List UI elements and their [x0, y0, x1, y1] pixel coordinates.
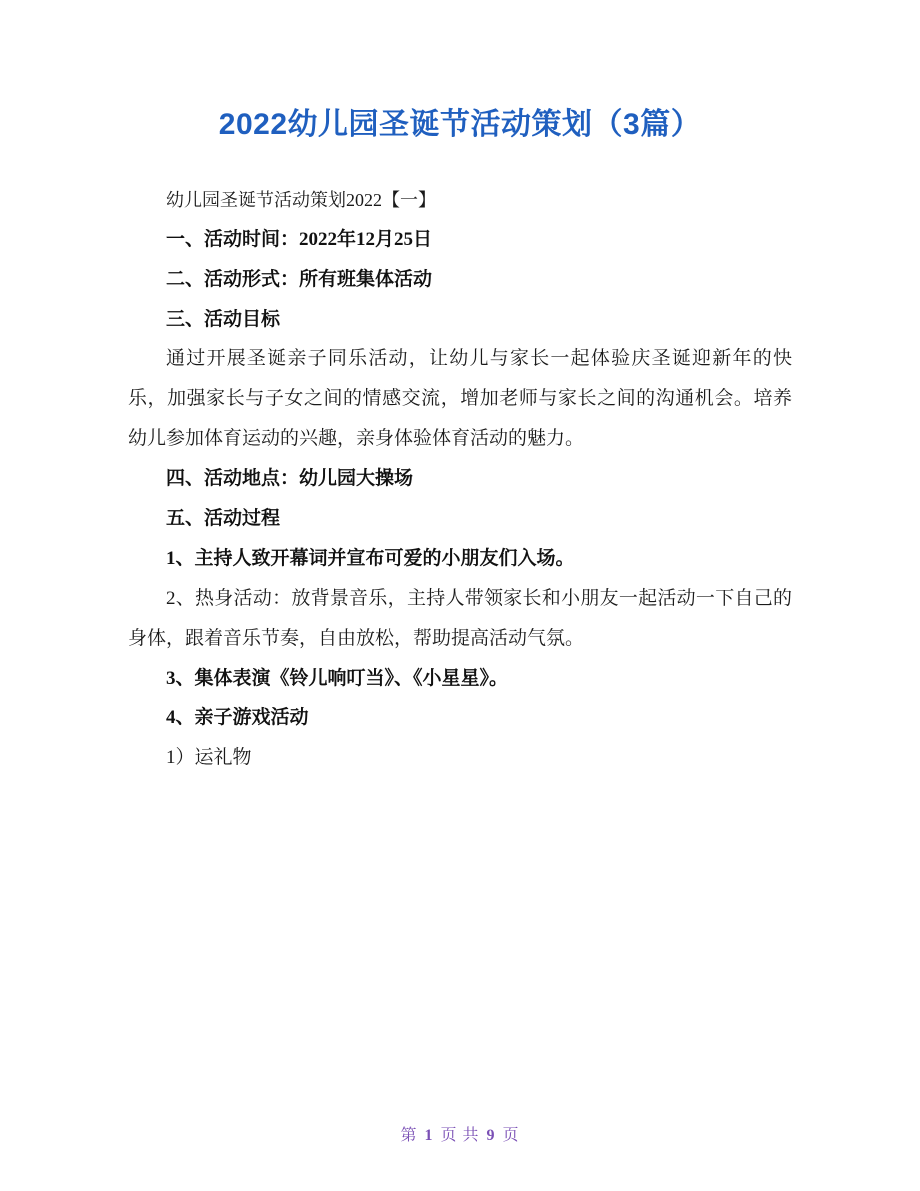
paragraph: 三、活动目标: [166, 308, 281, 330]
page-title: 2022幼儿园圣诞节活动策划（3篇）: [218, 108, 702, 141]
paragraph: 3、集体表演《铃儿响叮当》、《小星星》。: [166, 667, 509, 689]
paragraph: 四、活动地点：幼儿园大操场: [166, 468, 414, 490]
paragraph: 通过开展圣诞亲子同乐活动，让幼儿与家长一起体验庆圣诞迎新年的快乐，加强家长与子女之间的情感交流，增加老师与家长之间的沟通机会。培养幼儿参加体育运动的兴趣，亲身体验体育活动的魅力。: [128, 348, 792, 450]
paragraph: 2、热身活动：放背景音乐，主持人带领家长和小朋友一起活动一下自己的身体，跟着音乐节奏，自由放松，帮助提高活动气氛。: [128, 587, 792, 649]
footer-middle: 页 共: [440, 1127, 480, 1144]
paragraph: 二、活动形式：所有班集体活动: [166, 268, 433, 290]
footer-current-page: 1: [424, 1127, 434, 1144]
paragraph: 1）运礼物: [166, 747, 252, 769]
paragraph: 幼儿园圣诞节活动策划2022【一】: [166, 190, 436, 210]
document-body: [128, 182, 792, 778]
page-footer: [0, 1122, 920, 1145]
paragraph: 4、亲子游戏活动: [166, 707, 309, 729]
paragraph: 五、活动过程: [166, 508, 281, 530]
paragraph: 一、活动时间：2022年12月25日: [166, 228, 433, 250]
footer-prefix: 第: [400, 1127, 418, 1144]
footer-total-pages: 9: [486, 1127, 496, 1144]
footer-suffix: 页: [502, 1127, 520, 1144]
paragraph: 1、主持人致开幕词并宣布可爱的小朋友们入场。: [166, 547, 575, 569]
